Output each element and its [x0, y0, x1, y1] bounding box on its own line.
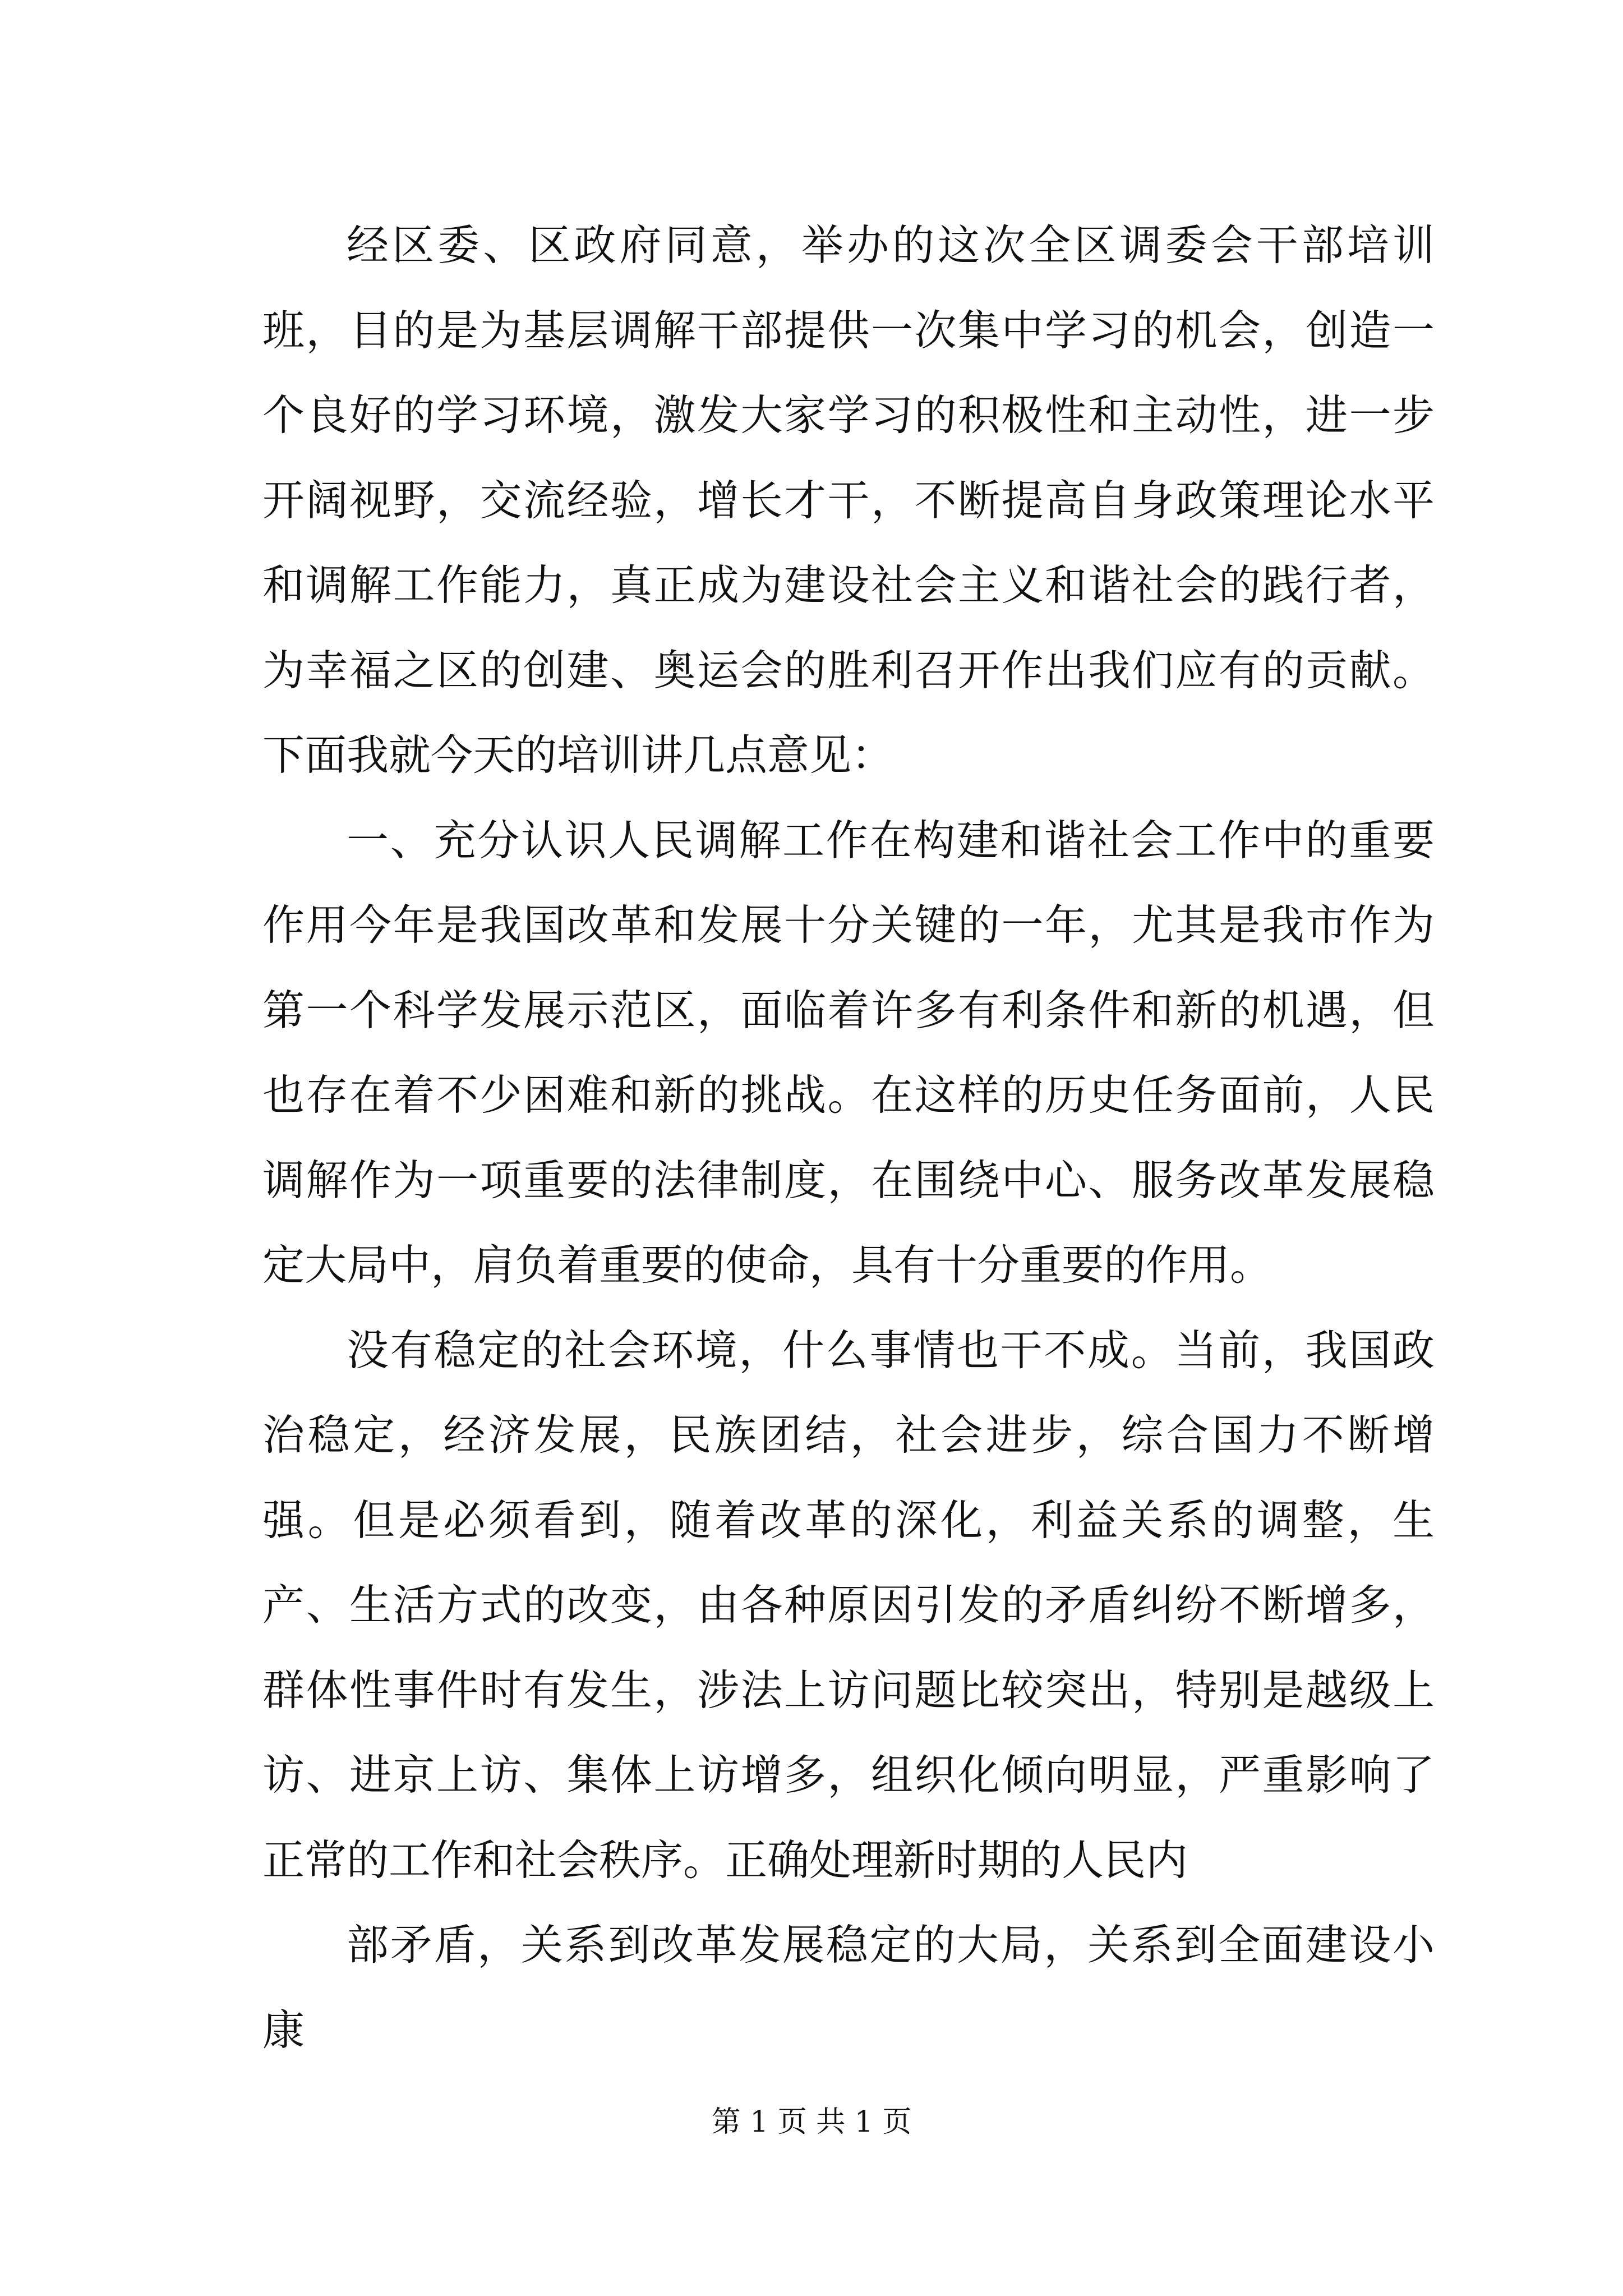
paragraph-1: 经区委、区政府同意，举办的这次全区调委会干部培训班，目的是为基层调解干部提供一次集中学习的机会，创造一个良好的学习环境，激发大家学习的积极性和主动性，进一步开阔视野，交流经验，增长才干，不断提高自身政策理论水平和调解工作能力，真正成为建设社会主义和谐社会的践行者，为幸福之区的创建、奥运会的胜利召开作出我们应有的贡献。下面我就今天的培训讲几点意见：: [262, 220, 1435, 780]
paragraph-4: 部矛盾，关系到改革发展稳定的大局，关系到全面建设小康: [262, 1920, 1435, 2055]
document-body: [262, 203, 1435, 2073]
paragraph-3: 没有稳定的社会环境，什么事情也干不成。当前，我国政治稳定，经济发展，民族团结，社会进步，综合国力不断增强。但是必须看到，随着改革的深化，利益关系的调整，生产、生活方式的改变，由各种原因引发的矛盾纠纷不断增多，群体性事件时有发生，涉法上访问题比较突出，特别是越级上访、进京上访、集体上访增多，组织化倾向明显，严重影响了正常的工作和社会秩序。正确处理新时期的人民内: [262, 1325, 1435, 1885]
paragraph-2: 一、充分认识人民调解工作在构建和谐社会工作中的重要作用今年是我国改革和发展十分关键的一年，尤其是我市作为第一个科学发展示范区，面临着许多有利条件和新的机遇，但也存在着不少困难和新的挑战。在这样的历史任务面前，人民调解作为一项重要的法律制度，在围绕中心、服务改革发展稳定大局中，肩负着重要的使命，具有十分重要的作用。: [262, 815, 1435, 1290]
page-footer: 第 1 页 共 1 页: [711, 2105, 912, 2139]
